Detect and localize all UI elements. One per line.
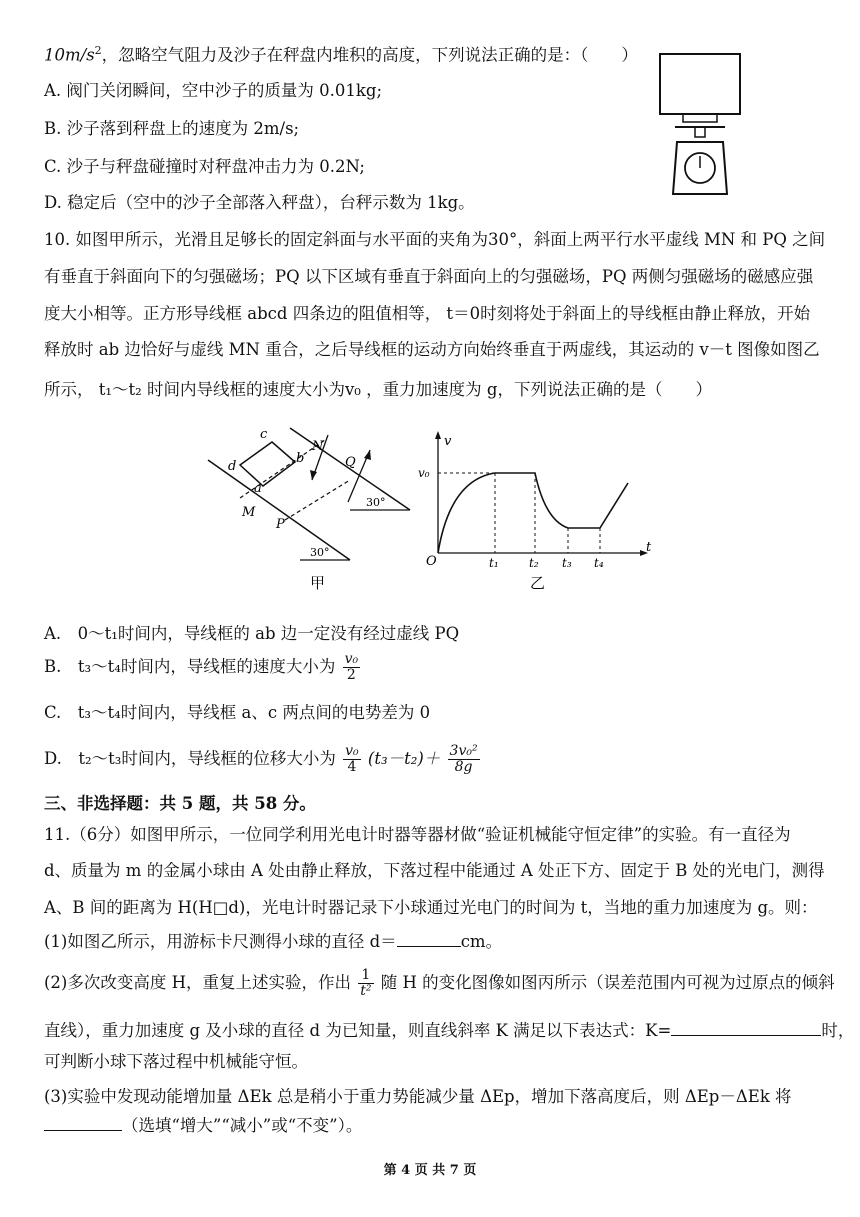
label-M: M [242, 505, 256, 520]
fraction-denominator: t² [360, 983, 372, 999]
q10-line-2: 有垂直于斜面向下的匀强磁场；PQ 以下区域有垂直于斜面向上的匀强磁场，PQ 两侧匀强磁场的磁感应强 [44, 267, 814, 286]
fraction-denominator: 4 [347, 759, 357, 775]
q9-stem: $10m/s^2$，忽略空气阻力及沙子在秤盘内堆积的高度，下列说法正确的是：（ ） [44, 44, 638, 65]
label-Q: Q [345, 455, 356, 470]
q9-option-d: D. 稳定后（空中的沙子全部落入秤盘），台秤示数为 1kg。 [44, 193, 475, 212]
q10-option-d-mid: (t₃－t₂)＋ [367, 749, 441, 768]
q11-part-3: (3)实验中发现动能增加量 ΔEk 总是稍小于重力势能减少量 ΔEp，增加下落高度后，则 ΔEp－ΔEk 将 [44, 1087, 792, 1106]
caption-jia: 甲 [310, 574, 326, 592]
q11-part-2 [44, 968, 835, 999]
answer-blank-d[interactable] [397, 932, 461, 947]
q11-line-2: d、质量为 m 的金属小球由 A 处由静止释放，下落过程中能通过 A 处正下方、固定于 B 处的光电门，测得 [44, 861, 825, 880]
q11-part-2-fraction [358, 968, 373, 999]
q9-g-value: 10m/s [44, 45, 95, 65]
q10-option-d-text: D. t₂～t₃时间内，导线框的位移大小为 [44, 749, 336, 768]
q9-stem-text: ，忽略空气阻力及沙子在秤盘内堆积的高度，下列说法正确的是：（ ） [101, 45, 638, 65]
q9-option-c: C. 沙子与秤盘碰撞时对秤盘冲击力为 0.2N; [44, 157, 365, 176]
q11-line-1: 11.（6分）如图甲所示，一位同学利用光电计时器等器材做“验证机械能守恒定律”的实验。有一直径为 [44, 825, 791, 844]
fraction-numerator: v₀ [345, 743, 359, 759]
label-a: a [254, 481, 262, 496]
q10-option-b-text: B. t₃～t₄时间内，导线框的速度大小为 [44, 657, 336, 676]
q10-option-d-fraction-1 [343, 744, 361, 775]
figure-yi [420, 425, 660, 595]
tick-t1: t₁ [489, 556, 499, 570]
label-N: N [312, 439, 324, 454]
q9-scale-figure [655, 52, 745, 202]
caption-yi: 乙 [530, 574, 546, 592]
q11-part-1 [44, 931, 502, 953]
q11-part-2-line-2-text: 直线），重力加速度 g 及小球的直径 d 为已知量，则直线斜率 K 满足以下表达式：K= [44, 1021, 672, 1040]
tick-t2: t₂ [529, 556, 539, 570]
q10-option-c: C. t₃～t₄时间内，导线框 a、c 两点间的电势差为 0 [44, 703, 431, 722]
label-b: b [296, 451, 305, 466]
angle-upper: 30° [366, 496, 386, 509]
q11-part-1-text: (1)如图乙所示，用游标卡尺测得小球的直径 d＝ [44, 932, 397, 951]
q11-part-2-line-3: 可判断小球下落过程中机械能守恒。 [44, 1052, 308, 1071]
valve [683, 114, 717, 122]
label-d: d [228, 459, 237, 474]
tick-t4: t₄ [594, 556, 604, 570]
fraction-denominator: 2 [346, 667, 356, 683]
t-axis-label: t [646, 540, 652, 555]
q10-line-4: 释放时 ab 边恰好与虚线 MN 重合，之后导线框的运动方向始终垂直于两虚线，其运动的 v－t 图像如图乙 [44, 340, 820, 359]
q10-option-b [44, 652, 362, 683]
q10-option-a: A. 0～t₁时间内，导线框的 ab 边一定没有经过虚线 PQ [44, 624, 460, 643]
q10-line-5: 所示， t₁～t₂ 时间内导线框的速度大小为v₀ ，重力加速度为 g，下列说法正确的是（ ） [44, 380, 712, 399]
fraction-numerator: 1 [358, 968, 373, 984]
sand-container [660, 54, 740, 114]
q11-part-2-line-2-end: 时， [821, 1021, 855, 1040]
q9-option-b: B. 沙子落到秤盘上的速度为 2m/s; [44, 119, 300, 138]
fraction-denominator: 8g [454, 759, 473, 775]
wire-frame [240, 442, 295, 486]
v-axis-label: v [444, 434, 452, 449]
q9-option-a: A. 阀门关闭瞬间，空中沙子的质量为 0.01kg; [44, 81, 383, 100]
q11-part-2-line-2 [44, 1020, 854, 1042]
v0-label: v₀ [418, 466, 430, 480]
section-3-heading: 三、非选择题：共 5 题，共 58 分。 [44, 794, 316, 813]
page-footer: 第 4 页 共 7 页 [383, 1163, 477, 1178]
q11-part-1-unit: cm。 [460, 932, 503, 951]
label-c: c [260, 427, 268, 442]
q10-line-3: 度大小相等。正方形导线框 abcd 四条边的阻值相等， t＝0时刻将处于斜面上的导线框由静止释放，开始 [44, 304, 811, 323]
q10-line-1: 10. 如图甲所示，光滑且足够长的固定斜面与水平面的夹角为30°，斜面上两平行水平虚线 MN 和 PQ 之间 [44, 230, 826, 249]
q10-option-d-fraction-2 [448, 744, 480, 775]
origin-label: O [426, 554, 437, 569]
fraction-numerator: 3v₀² [449, 743, 478, 759]
figure-jia [200, 420, 420, 595]
q11-part-3-line-2 [44, 1115, 362, 1137]
fraction-numerator: v₀ [344, 651, 359, 667]
incline-lower [208, 460, 350, 560]
answer-blank-k[interactable] [671, 1021, 821, 1036]
tick-t3: t₃ [562, 556, 572, 570]
answer-blank-trend[interactable] [44, 1116, 122, 1131]
angle-lower: 30° [310, 546, 330, 559]
scale-pan-stem [695, 127, 705, 137]
q11-part-2-text-2: 随 H 的变化图像如图丙所示（误差范围内可视为过原点的倾斜 [380, 973, 835, 992]
q11-line-3: A、B 间的距离为 H(H□d)，光电计时器记录下小球通过光电门的时间为 t，当地的重力加速度为 g。则： [44, 898, 818, 917]
q11-part-2-text: (2)多次改变高度 H，重复上述实验，作出 [44, 973, 352, 992]
q10-option-b-fraction [343, 652, 361, 683]
label-P: P [276, 517, 285, 532]
q10-option-d [44, 744, 482, 775]
line-PQ [285, 480, 350, 520]
q11-part-3-line-2-text: （选填“增大”“减小”或“不变”）。 [122, 1116, 363, 1135]
